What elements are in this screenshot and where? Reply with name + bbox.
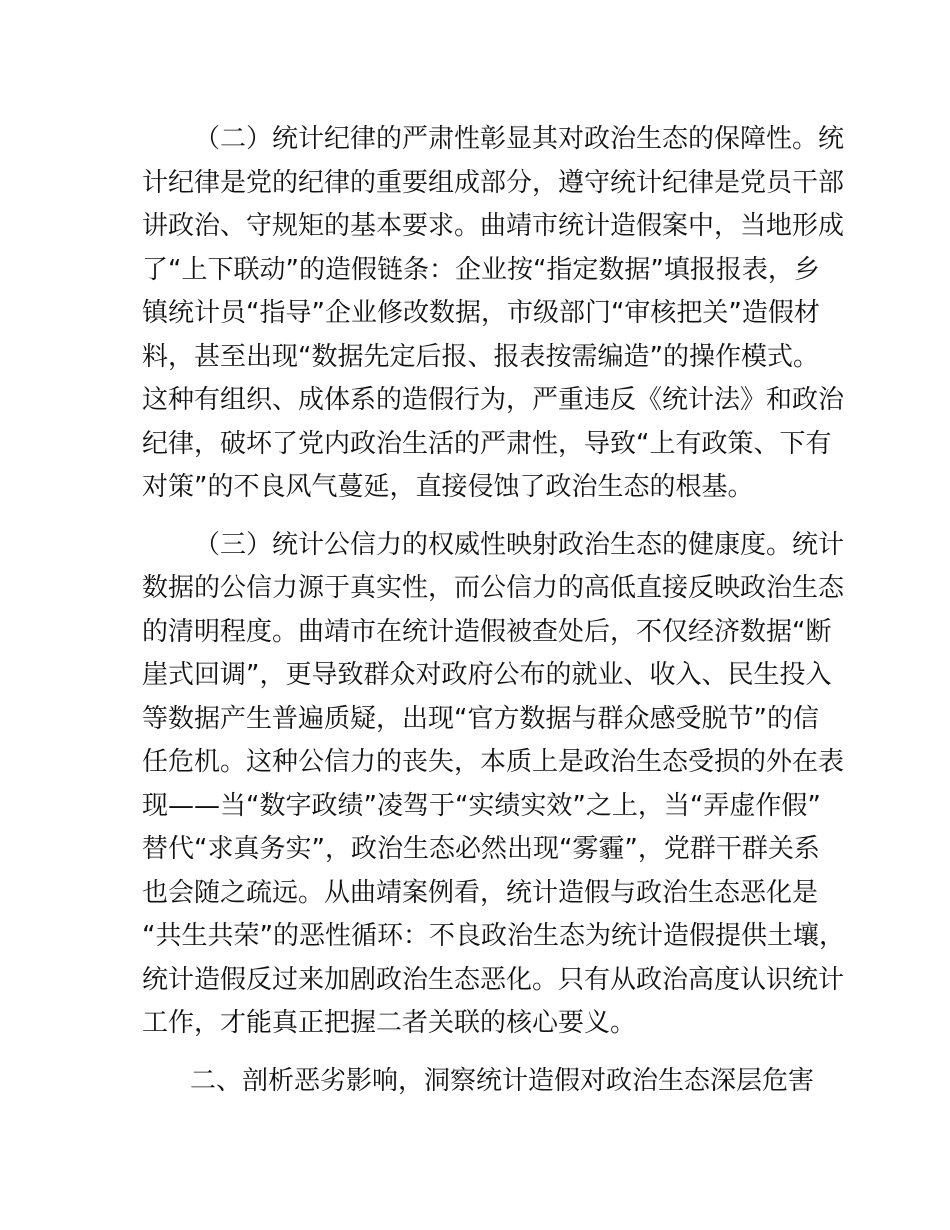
text-line: 现——当“数字政绩”凌驾于“实绩实效”之上，当“弄虚作假” <box>142 790 821 821</box>
text-line: 计纪律是党的纪律的重要组成部分，遵守统计纪律是党员干部 <box>142 167 845 198</box>
text-line: （三）统计公信力的权威性映射政治生态的健康度。统计 <box>194 529 845 560</box>
paragraph-credibility <box>142 524 845 1046</box>
section-heading-block <box>142 1060 842 1104</box>
text-line: “共生共荣”的恶性循环：不良政治生态为统计造假提供土壤， <box>142 921 845 951</box>
text-line: 工作，才能真正把握二者关联的核心要义。 <box>142 1008 637 1038</box>
paragraph-discipline <box>142 118 845 510</box>
text-line: 纪律，破坏了党内政治生活的严肃性，导致“上有政策、下有 <box>142 428 832 459</box>
text-line: 崖式回调”，更导致群众对政府公布的就业、收入、民生投入 <box>142 660 832 690</box>
text-line: 料，甚至出现“数据先定后报、报表按需编造”的操作模式。 <box>142 341 819 372</box>
text-line: 的清明程度。曲靖市在统计造假被查处后，不仅经济数据“断 <box>142 616 832 647</box>
text-line: 也会随之疏远。从曲靖案例看，统计造假与政治生态恶化是 <box>142 877 819 908</box>
text-line: 讲政治、守规矩的基本要求。曲靖市统计造假案中，当地形成 <box>142 211 845 241</box>
text-line: 了“上下联动”的造假链条：企业按“指定数据”填报报表，乡 <box>142 254 820 285</box>
text-line: 任危机。这种公信力的丧失，本质上是政治生态受损的外在表 <box>142 747 845 777</box>
section-heading: 二、剖析恶劣影响，洞察统计造假对政治生态深层危害 <box>190 1065 815 1096</box>
document-body <box>142 118 845 1117</box>
text-line: 这种有组织、成体系的造假行为，严重违反《统计法》和政治 <box>142 385 845 415</box>
text-line: 统计造假反过来加剧政治生态恶化。只有从政治高度认识统计 <box>142 964 845 995</box>
text-line: 等数据产生普遍质疑，出现“官方数据与群众感受脱节”的信 <box>142 703 819 734</box>
text-line: 镇统计员“指导”企业修改数据，市级部门“审核把关”造假材 <box>142 298 820 328</box>
text-line: 对策”的不良风气蔓延，直接侵蚀了政治生态的根基。 <box>142 472 754 502</box>
text-line: （二）统计纪律的严肃性彰显其对政治生态的保障性。统 <box>194 124 845 154</box>
text-line: 数据的公信力源于真实性，而公信力的高低直接反映政治生态 <box>142 573 845 603</box>
text-line: 替代“求真务实”，政治生态必然出现“雾霾”，党群干群关系 <box>142 834 820 864</box>
